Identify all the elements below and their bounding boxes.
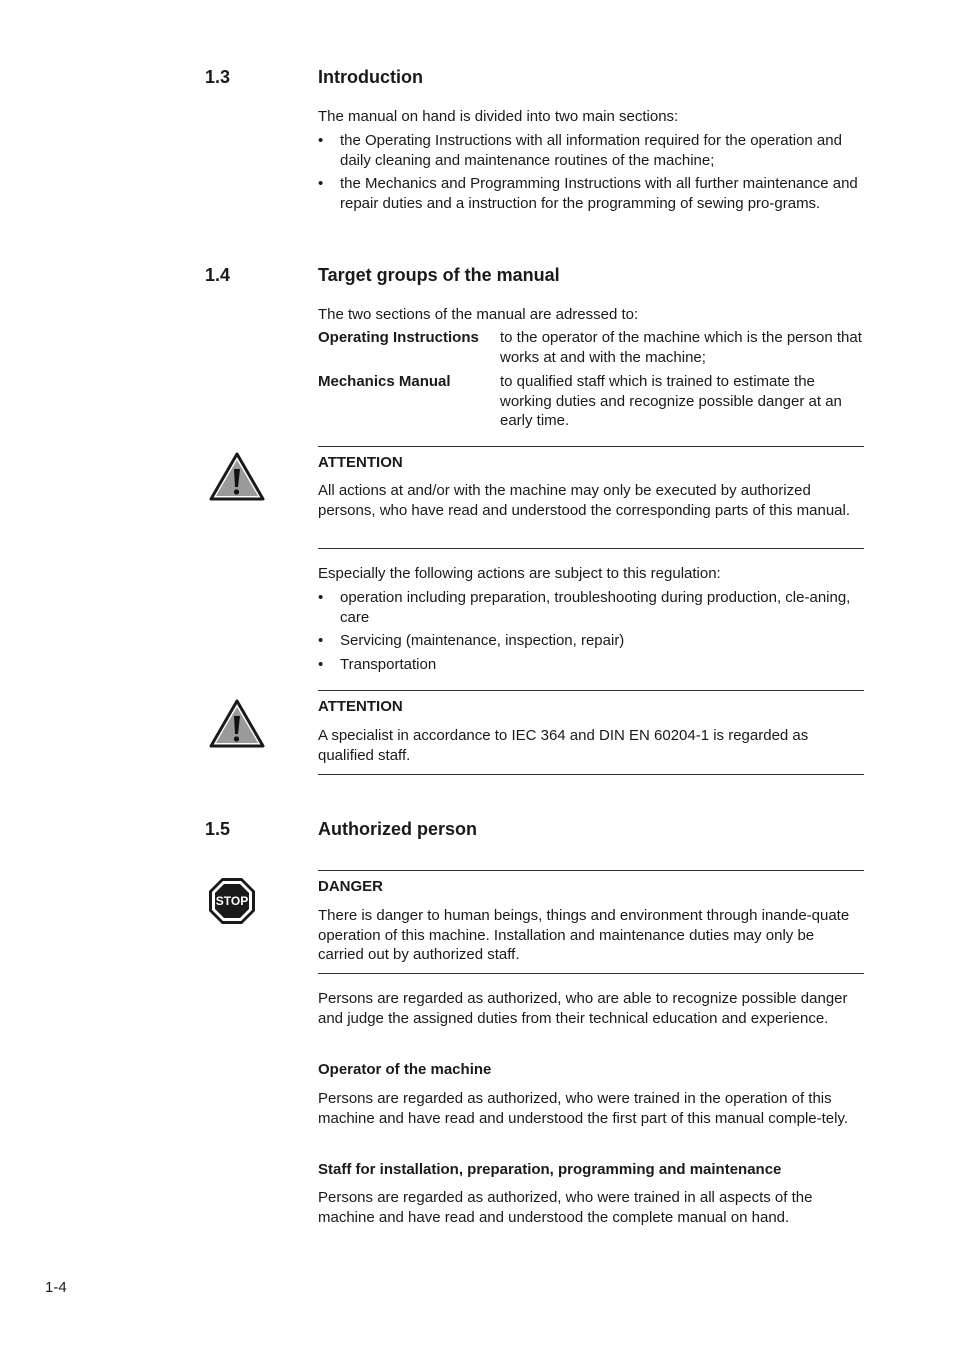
staff-paragraph: Persons are regarded as authorized, who were trained in all aspects of the machine and have read and understood the complete manual on hand. xyxy=(318,1189,813,1226)
list-item xyxy=(318,655,864,675)
list-item-text: Transportation xyxy=(340,656,437,673)
bullet: • xyxy=(318,589,324,606)
divider xyxy=(318,548,864,549)
subheading-operator: Operator of the machine xyxy=(318,1061,492,1078)
section-title-introduction: Introduction xyxy=(318,67,423,87)
authorized-paragraph: Persons are regarded as authorized, who are able to recognize possible danger and judge the assigned duties from their technical education and experience. xyxy=(318,990,848,1027)
attention-heading: ATTENTION xyxy=(318,454,403,471)
attention-text: All actions at and/or with the machine may only be executed by authorized persons, who have read and understood the corresponding parts of this manual. xyxy=(318,482,851,519)
divider xyxy=(318,774,864,775)
subheading-staff: Staff for installation, preparation, programming and maintenance xyxy=(318,1161,782,1178)
list-item-text: Servicing (maintenance, inspection, repair) xyxy=(340,632,625,649)
stop-sign-icon xyxy=(207,876,257,931)
list-item-text: operation including preparation, troubleshooting during production, cle-aning, care xyxy=(340,589,851,626)
term-mechanics-manual: Mechanics Manual xyxy=(318,373,451,390)
attention-heading: ATTENTION xyxy=(318,698,403,715)
section-title-target-groups: Target groups of the manual xyxy=(318,265,560,285)
bullet: • xyxy=(318,632,324,649)
attention-text: A specialist in accordance to IEC 364 and DIN EN 60204-1 is regarded as qualified staff. xyxy=(318,727,809,764)
definition-mechanics-manual: to qualified staff which is trained to estimate the working duties and recognize possible danger at an early time. xyxy=(500,373,842,429)
section-title-authorized-person: Authorized person xyxy=(318,819,478,839)
operator-paragraph: Persons are regarded as authorized, who were trained in the operation of this machine and have read and understood the first part of this manual comple-tely. xyxy=(318,1090,849,1127)
danger-text: There is danger to human beings, things and environment through inande-quate operation of this machine. Installation and maintenance duties may only be carried out by authorized staff. xyxy=(318,907,850,963)
divider xyxy=(318,973,864,974)
stop-sign-text: STOP xyxy=(215,894,249,908)
list-item-text: the Operating Instructions with all information required for the operation and daily cleaning and maintenance routines of the machine; xyxy=(340,132,842,169)
list-item-text: the Mechanics and Programming Instructions with all further maintenance and repair duties and a instruction for the programming of sewing pro-grams. xyxy=(340,175,858,212)
intro-paragraph: The manual on hand is divided into two main sections: xyxy=(318,108,679,125)
bullet: • xyxy=(318,656,324,673)
bullet: • xyxy=(318,175,324,192)
section-number-1-3: 1.3 xyxy=(205,67,231,87)
term-operating-instructions: Operating Instructions xyxy=(318,329,479,346)
list-item xyxy=(318,131,864,170)
page-number: 1-4 xyxy=(45,1279,67,1296)
warning-triangle-icon xyxy=(208,451,266,508)
definition-operating-instructions: to the operator of the machine which is the person that works at and with the machine; xyxy=(500,329,862,366)
bullet: • xyxy=(318,132,324,149)
list-item xyxy=(318,588,864,627)
section-number-1-4: 1.4 xyxy=(205,265,231,285)
danger-heading: DANGER xyxy=(318,878,384,895)
especially-paragraph: Especially the following actions are subject to this regulation: xyxy=(318,565,721,582)
section-number-1-5: 1.5 xyxy=(205,819,231,839)
divider xyxy=(318,446,864,447)
divider xyxy=(318,690,864,691)
list-item xyxy=(318,631,864,651)
target-intro: The two sections of the manual are adressed to: xyxy=(318,306,639,323)
warning-triangle-icon xyxy=(208,698,266,755)
list-item xyxy=(318,174,864,213)
divider xyxy=(318,870,864,871)
